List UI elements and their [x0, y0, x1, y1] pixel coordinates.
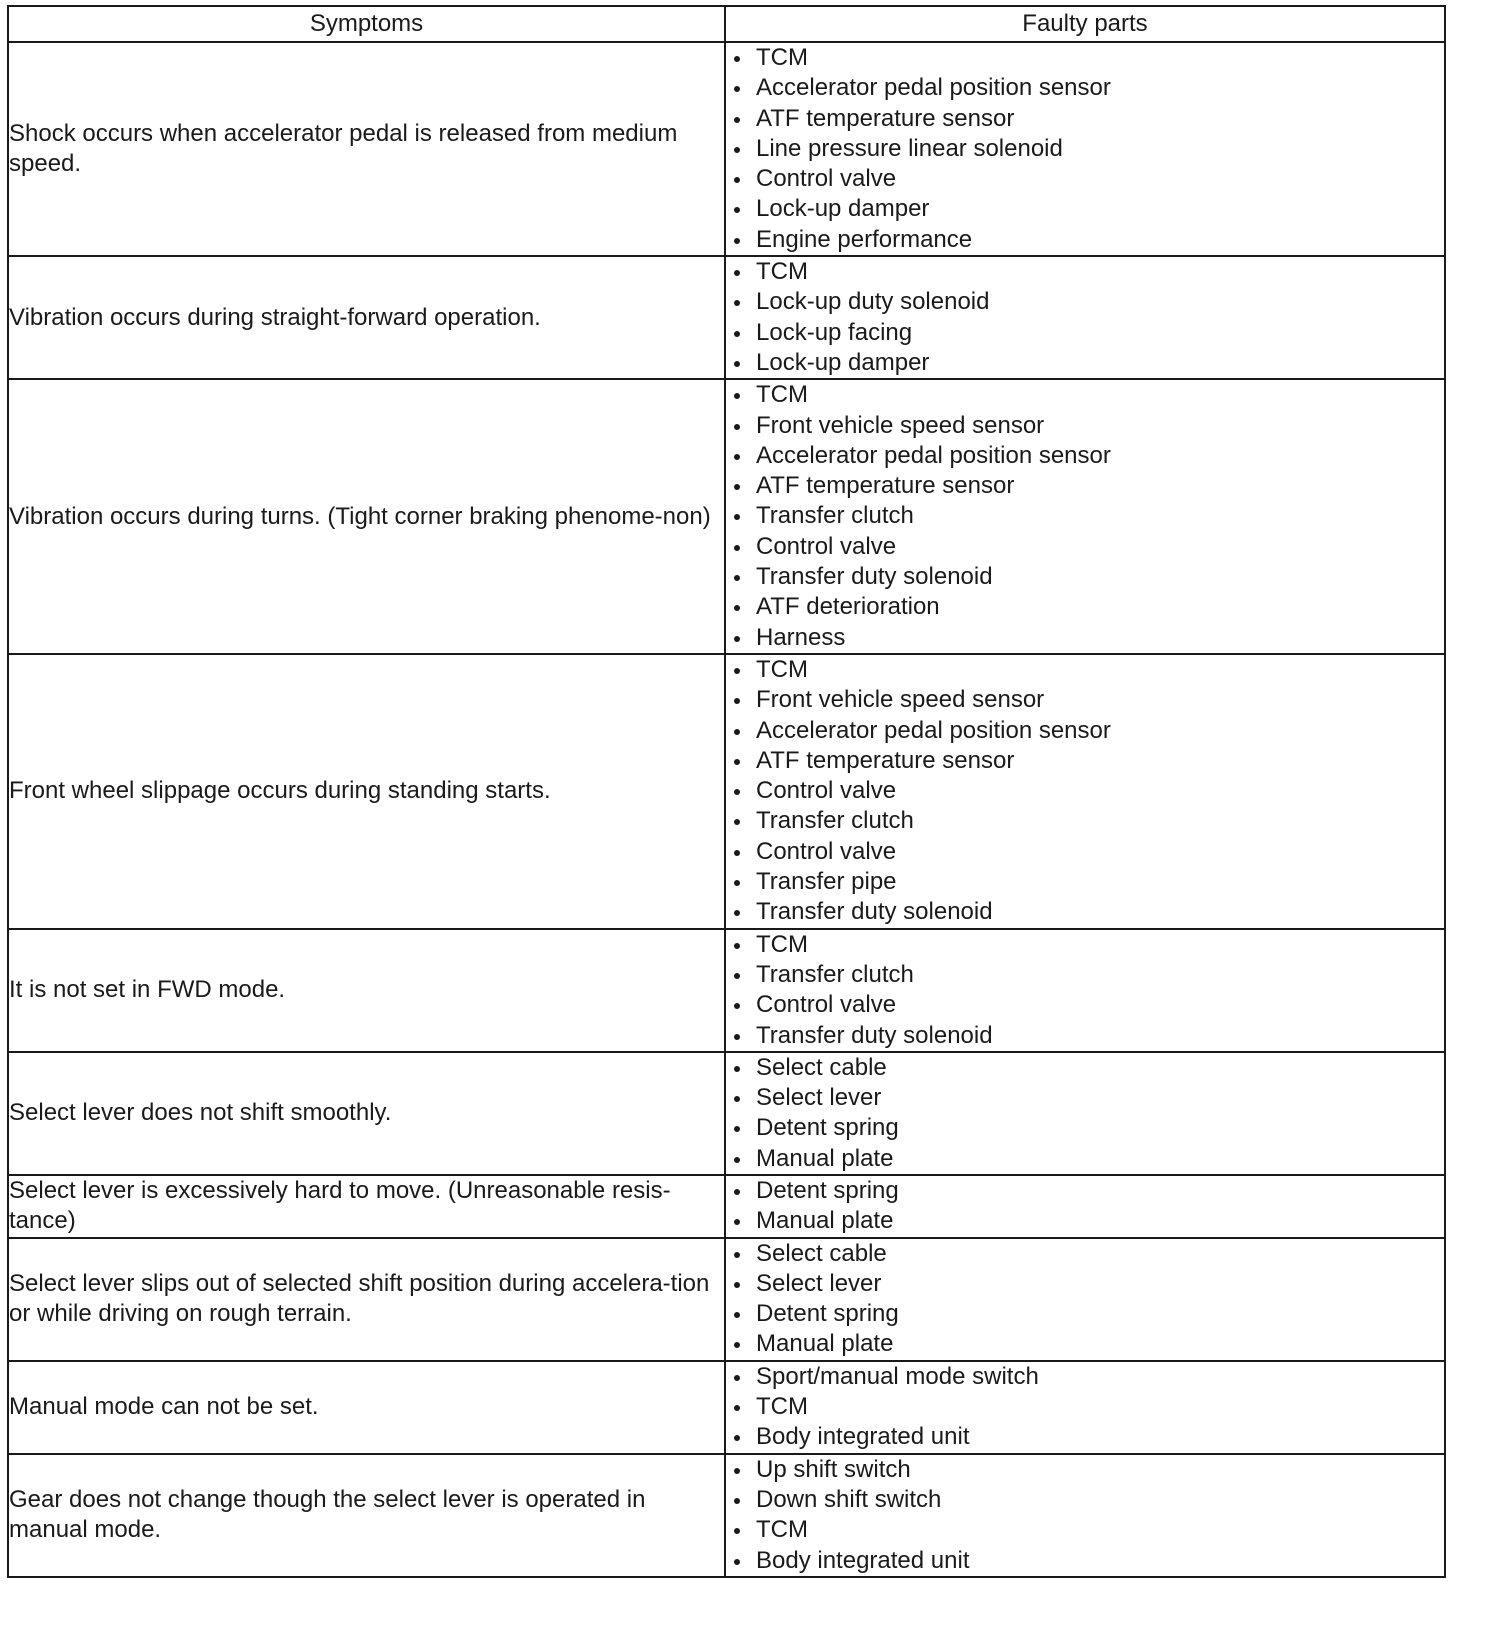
faulty-part-item: Detent spring: [726, 1299, 1444, 1329]
faulty-part-item: Up shift switch: [726, 1455, 1444, 1485]
faulty-part-item: Manual plate: [726, 1329, 1444, 1359]
faulty-part-item: Control valve: [726, 164, 1444, 194]
faulty-part-item: TCM: [726, 1515, 1444, 1545]
faulty-part-item: Lock-up duty solenoid: [726, 287, 1444, 317]
faulty-part-item: ATF temperature sensor: [726, 104, 1444, 134]
faulty-parts-list: [726, 1053, 1444, 1174]
symptom-cell: Vibration occurs during turns. (Tight corner braking phenome-non): [8, 379, 725, 654]
faulty-part-item: Line pressure linear solenoid: [726, 134, 1444, 164]
faulty-part-item: Select lever: [726, 1269, 1444, 1299]
faulty-part-item: Control valve: [726, 776, 1444, 806]
table-row: [8, 1052, 1445, 1175]
faulty-part-item: Transfer clutch: [726, 501, 1444, 531]
faulty-part-item: Control valve: [726, 837, 1444, 867]
faulty-parts-list: [726, 1455, 1444, 1576]
faulty-part-item: ATF temperature sensor: [726, 746, 1444, 776]
troubleshooting-table: [7, 5, 1446, 1578]
faulty-part-item: ATF temperature sensor: [726, 471, 1444, 501]
faulty-parts-list: [726, 257, 1444, 378]
symptom-cell: Vibration occurs during straight-forward operation.: [8, 256, 725, 379]
table-row: [8, 1454, 1445, 1577]
faulty-part-item: TCM: [726, 257, 1444, 287]
table-row: [8, 379, 1445, 654]
faulty-parts-list: [726, 930, 1444, 1051]
faulty-part-item: Transfer clutch: [726, 806, 1444, 836]
table-row: [8, 929, 1445, 1052]
faulty-parts-list: [726, 1176, 1444, 1237]
faulty-part-item: Front vehicle speed sensor: [726, 685, 1444, 715]
faulty-part-item: Down shift switch: [726, 1485, 1444, 1515]
faulty-parts-cell: [725, 256, 1445, 379]
faulty-part-item: Front vehicle speed sensor: [726, 411, 1444, 441]
faulty-part-item: Select lever: [726, 1083, 1444, 1113]
faulty-parts-cell: [725, 42, 1445, 256]
faulty-parts-cell: [725, 654, 1445, 929]
faulty-parts-cell: [725, 1361, 1445, 1454]
faulty-part-item: TCM: [726, 380, 1444, 410]
symptom-cell: Select lever slips out of selected shift position during accelera-tion or while driving on rough terrain.: [8, 1238, 725, 1361]
faulty-part-item: Lock-up damper: [726, 348, 1444, 378]
faulty-part-item: Transfer duty solenoid: [726, 562, 1444, 592]
faulty-parts-list: [726, 380, 1444, 653]
faulty-parts-list: [726, 1362, 1444, 1453]
faulty-part-item: Body integrated unit: [726, 1422, 1444, 1452]
faulty-parts-list: [726, 1239, 1444, 1360]
faulty-parts-cell: [725, 929, 1445, 1052]
symptom-cell: Front wheel slippage occurs during standing starts.: [8, 654, 725, 929]
faulty-part-item: Harness: [726, 623, 1444, 653]
table-row: [8, 1175, 1445, 1238]
table-row: [8, 1238, 1445, 1361]
faulty-part-item: Body integrated unit: [726, 1546, 1444, 1576]
faulty-part-item: Accelerator pedal position sensor: [726, 73, 1444, 103]
faulty-parts-cell: [725, 1175, 1445, 1238]
faulty-part-item: TCM: [726, 655, 1444, 685]
symptom-cell: Gear does not change though the select lever is operated in manual mode.: [8, 1454, 725, 1577]
faulty-part-item: Control valve: [726, 990, 1444, 1020]
symptom-cell: Manual mode can not be set.: [8, 1361, 725, 1454]
faulty-part-item: Transfer duty solenoid: [726, 897, 1444, 927]
symptom-cell: Select lever does not shift smoothly.: [8, 1052, 725, 1175]
faulty-part-item: Select cable: [726, 1053, 1444, 1083]
faulty-part-item: Control valve: [726, 532, 1444, 562]
faulty-part-item: ATF deterioration: [726, 592, 1444, 622]
faulty-part-item: Manual plate: [726, 1206, 1444, 1236]
table-row: [8, 1361, 1445, 1454]
faulty-part-item: Manual plate: [726, 1144, 1444, 1174]
faulty-part-item: Lock-up facing: [726, 318, 1444, 348]
symptom-cell: It is not set in FWD mode.: [8, 929, 725, 1052]
table-row: [8, 256, 1445, 379]
faulty-part-item: Lock-up damper: [726, 194, 1444, 224]
faulty-part-item: TCM: [726, 43, 1444, 73]
symptom-cell: Shock occurs when accelerator pedal is released from medium speed.: [8, 42, 725, 256]
faulty-part-item: TCM: [726, 1392, 1444, 1422]
faulty-part-item: Transfer pipe: [726, 867, 1444, 897]
table-row: [8, 42, 1445, 256]
faulty-parts-cell: [725, 1052, 1445, 1175]
faulty-part-item: Detent spring: [726, 1113, 1444, 1143]
symptom-cell: Select lever is excessively hard to move. (Unreasonable resis-tance): [8, 1175, 725, 1238]
faulty-part-item: TCM: [726, 930, 1444, 960]
faulty-parts-list: [726, 655, 1444, 928]
faulty-part-item: Select cable: [726, 1239, 1444, 1269]
faulty-parts-cell: [725, 1454, 1445, 1577]
table-row: [8, 654, 1445, 929]
symptoms-column-header: Symptoms: [8, 6, 725, 42]
faulty-parts-column-header: Faulty parts: [725, 6, 1445, 42]
faulty-part-item: Transfer duty solenoid: [726, 1021, 1444, 1051]
faulty-part-item: Accelerator pedal position sensor: [726, 716, 1444, 746]
faulty-parts-list: [726, 43, 1444, 255]
faulty-part-item: Sport/manual mode switch: [726, 1362, 1444, 1392]
faulty-part-item: Engine performance: [726, 225, 1444, 255]
faulty-parts-cell: [725, 1238, 1445, 1361]
table-header-row: [8, 6, 1445, 42]
faulty-part-item: Transfer clutch: [726, 960, 1444, 990]
faulty-part-item: Accelerator pedal position sensor: [726, 441, 1444, 471]
faulty-parts-cell: [725, 379, 1445, 654]
table-body: [8, 42, 1445, 1577]
faulty-part-item: Detent spring: [726, 1176, 1444, 1206]
